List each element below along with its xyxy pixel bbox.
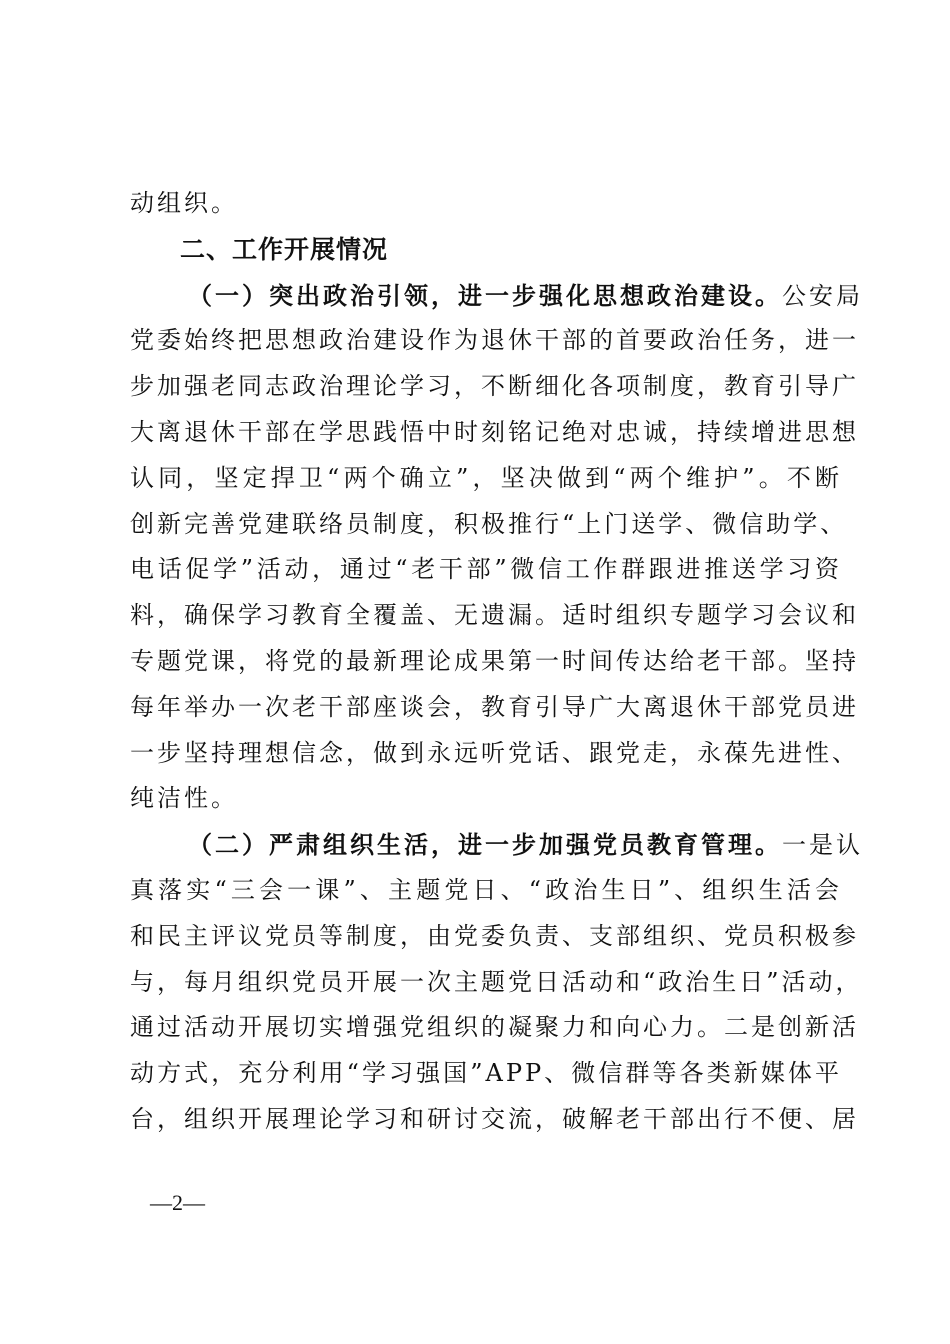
paragraph1-lead: （一）突出政治引领，进一步强化思想政治建设。 — [188, 280, 782, 310]
paragraph2-lead: （二）严肃组织生活，进一步加强党员教育管理。 — [188, 830, 782, 860]
paragraph1-line: 大离退休干部在学思践悟中时刻铭记绝对忠诚，持续增进思想 — [130, 417, 859, 446]
paragraph2-text: 一是认 — [782, 831, 863, 860]
paragraph1-line: 电话促学”活动，通过“老干部”微信工作群跟进推送学习资 — [130, 555, 842, 584]
continuation-line: 动组织。 — [130, 189, 238, 217]
paragraph2-line: 与，每月组织党员开展一次主题党日活动和“政治生日”活动， — [130, 967, 863, 996]
page-number: —2— — [150, 1190, 205, 1215]
paragraph2-line-1 — [130, 822, 863, 868]
paragraph1-line: 纯洁性。 — [130, 784, 238, 813]
paragraph1-line: 料，确保学习教育全覆盖、无遗漏。适时组织专题学习会议和 — [130, 601, 859, 630]
paragraph1-line-1 — [130, 273, 863, 319]
paragraph1-line: 创新完善党建联络员制度，积极推行“上门送学、微信助学、 — [130, 509, 848, 538]
paragraph2-line: 动方式，充分利用“学习强国”APP、微信群等各类新媒体平 — [130, 1059, 842, 1088]
paragraph1-text: 公安局 — [782, 281, 863, 310]
paragraph2-line: 台，组织开展理论学习和研讨交流，破解老干部出行不便、居 — [130, 1104, 859, 1133]
paragraph1-line: 认同，坚定捍卫“两个确立”，坚决做到“两个维护”。不断 — [130, 463, 842, 492]
paragraph2-line: 真落实“三会一课”、主题党日、“政治生日”、组织生活会 — [130, 875, 842, 904]
paragraph1-line: 党委始终把思想政治建设作为退休干部的首要政治任务，进一 — [130, 326, 859, 355]
paragraph1-line: 每年举办一次老干部座谈会，教育引导广大离退休干部党员进 — [130, 692, 859, 721]
paragraph2-line: 通过活动开展切实增强党组织的凝聚力和向心力。二是创新活 — [130, 1013, 859, 1042]
paragraph2-line: 和民主评议党员等制度，由党委负责、支部组织、党员积极参 — [130, 921, 859, 950]
paragraph1-line: 专题党课，将党的最新理论成果第一时间传达给老干部。坚持 — [130, 646, 859, 675]
paragraph1-line: 步加强老同志政治理论学习，不断细化各项制度，教育引导广 — [130, 372, 859, 401]
paragraph1-line: 一步坚持理想信念，做到永远听党话、跟党走，永葆先进性、 — [130, 738, 859, 767]
document-page — [130, 181, 863, 1143]
section-heading: 二、工作开展情况 — [180, 234, 389, 264]
